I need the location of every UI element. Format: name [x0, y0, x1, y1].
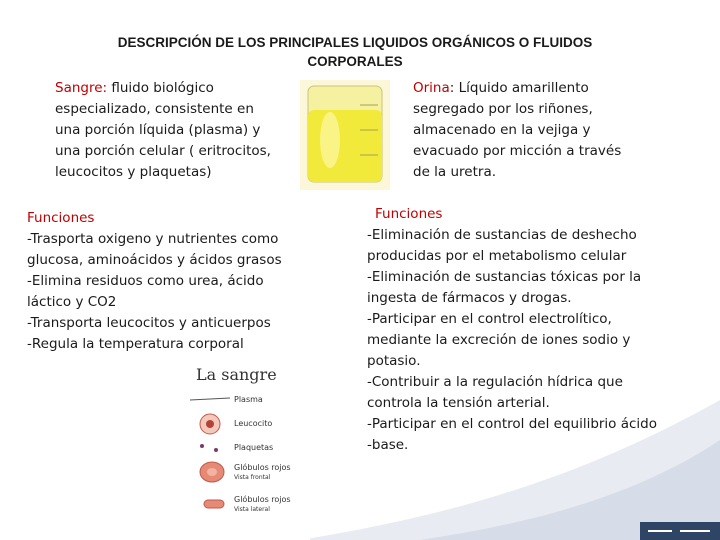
- blood-function-item: -Trasporta oxigeno y nutrientes como: [27, 231, 279, 247]
- blood-functions: [27, 208, 327, 355]
- diagram-title: La sangre: [196, 365, 277, 384]
- urine-function-item: potasio.: [367, 353, 421, 369]
- blood-function-item: -Elimina residuos como urea, ácido: [27, 273, 264, 289]
- blood-def-line-3: una porción líquida (plasma) y: [55, 122, 261, 138]
- urine-def-text-1: : Líquido amarillento: [449, 80, 589, 96]
- urine-definition: [413, 78, 663, 183]
- diagram-label-rbc-front: Glóbulos rojos: [234, 463, 291, 472]
- blood-function-item: -Regula la temperatura corporal: [27, 336, 244, 352]
- blood-def-line-5: leucocitos y plaquetas): [55, 164, 212, 180]
- urine-function-item: -base.: [367, 437, 409, 453]
- urine-function-item: -Participar en el control electrolítico,: [367, 311, 612, 327]
- blood-def-line-4: una porción celular ( eritrocitos,: [55, 143, 271, 159]
- blood-function-item: -Transporta leucocitos y anticuerpos: [27, 315, 271, 331]
- title-line-1: DESCRIPCIÓN DE LOS PRINCIPALES LIQUIDOS ORGÁNICOS O FLUIDOS: [117, 35, 593, 50]
- urine-def-line-3: almacenado en la vejiga y: [413, 122, 591, 138]
- diagram-label-rbc-side: Glóbulos rojos: [234, 495, 291, 504]
- urine-function-item: -Participar en el control del equilibrio ácido: [367, 416, 658, 432]
- urine-label: Orina: [413, 80, 450, 96]
- urine-function-item: -Eliminación de sustancias de deshecho: [367, 227, 637, 243]
- urine-functions: [367, 204, 697, 456]
- blood-def-text-1: fluido biológico: [107, 80, 214, 96]
- corner-decoration: [640, 522, 720, 540]
- blood-function-item: glucosa, aminoácidos y ácidos grasos: [27, 252, 282, 268]
- urine-function-item: mediante la excreción de iones sodio y: [367, 332, 631, 348]
- diagram-label-rbc-front-sub: Vista frontal: [234, 474, 271, 481]
- urine-def-line-5: de la uretra.: [413, 164, 497, 180]
- urine-function-item: ingesta de fármacos y drogas.: [367, 290, 572, 306]
- urine-function-item: -Eliminación de sustancias tóxicas por la: [367, 269, 642, 285]
- urine-def-line-1: [413, 78, 663, 99]
- urine-def-line-2: segregado por los riñones,: [413, 101, 593, 117]
- urine-functions-title: Funciones: [375, 206, 443, 222]
- urine-def-line-4: evacuado por micción a través: [413, 143, 622, 159]
- title-line-2: CORPORALES: [307, 54, 403, 69]
- blood-cells-diagram: [190, 360, 310, 540]
- urine-function-item: controla la tensión arterial.: [367, 395, 550, 411]
- diagram-label-rbc-side-sub: Vista lateral: [234, 506, 270, 513]
- blood-function-item: láctico y CO2: [27, 294, 117, 310]
- diagram-label-plaquetas: Plaquetas: [234, 443, 274, 452]
- diagram-label-plasma: Plasma: [234, 395, 263, 404]
- page-title: [60, 33, 650, 71]
- blood-definition: [55, 78, 305, 183]
- urine-function-item: -Contribuir a la regulación hídrica que: [367, 374, 623, 390]
- blood-def-line-2: especializado, consistente en: [55, 101, 254, 117]
- blood-label: Sangre:: [55, 80, 108, 96]
- diagram-label-leucocito: Leucocito: [234, 419, 273, 428]
- blood-functions-title: Funciones: [27, 210, 95, 226]
- urine-function-item: producidas por el metabolismo celular: [367, 248, 627, 264]
- urine-jar-image: [300, 80, 390, 190]
- blood-def-line-1: [55, 78, 305, 99]
